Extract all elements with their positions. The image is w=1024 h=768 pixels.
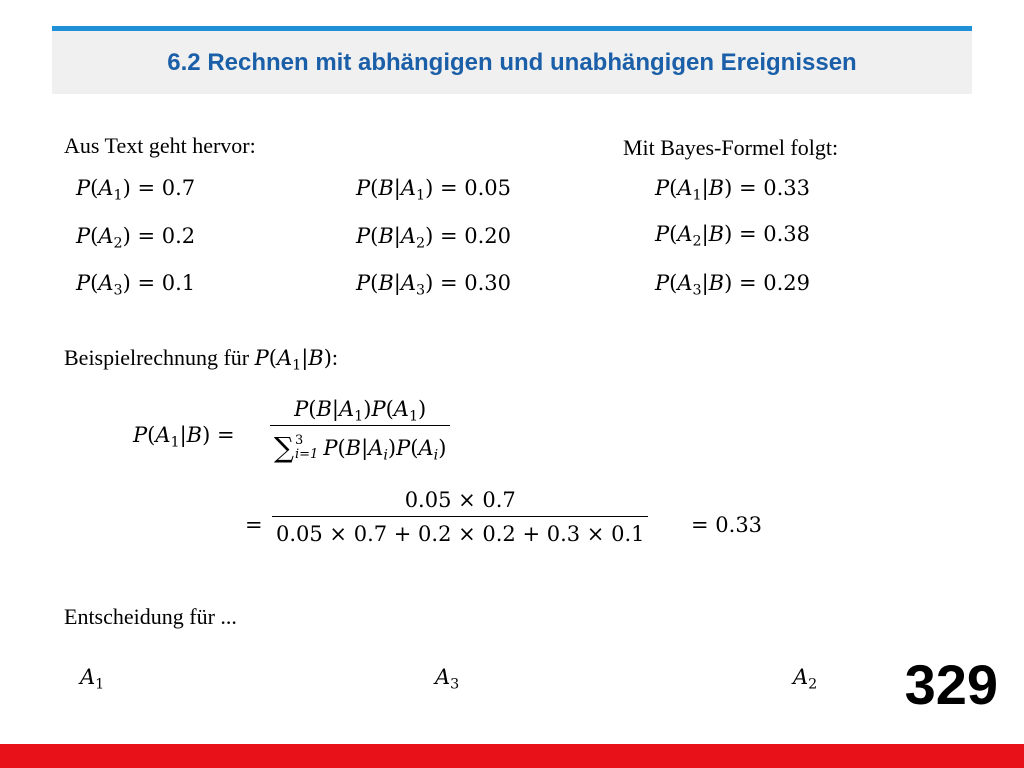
bayes-label: Mit Bayes-Formel folgt: (623, 135, 839, 160)
posterior-a3: $P(A_3|B) = 0.29$ (655, 271, 811, 299)
page-number: 329 (904, 653, 998, 716)
likelihood-b-a2: $P(B|A_2) = 0.20$ (356, 224, 512, 252)
decision-option-a1: $A_1$ (80, 665, 105, 693)
likelihood-b-a1: $P(B|A_1) = 0.05$ (356, 176, 512, 204)
posterior-a1: $P(A_1|B) = 0.33$ (655, 176, 811, 204)
bayes-lhs: $P(A_1|B)$ = (133, 423, 235, 451)
example-label: Beispielrechnung für $P(A_1|B)$: (64, 345, 339, 374)
sum-limits: 3 i=1 (295, 432, 319, 462)
numeric-equals: = (245, 513, 263, 537)
slide-title: 6.2 Rechnen mit abhängigen und unabhängigen Ereignissen (167, 49, 857, 76)
bayes-numerator: $P(B|A_1)P(A_1)$ (294, 397, 427, 425)
numeric-numerator: 0.05 × 0.7 (404, 488, 516, 512)
given-label: Aus Text geht hervor: (64, 133, 256, 158)
sum-symbol: ∑ (274, 431, 294, 464)
prior-a2: $P(A_2) = 0.2$ (76, 224, 196, 252)
posterior-a2: $P(A_2|B) = 0.38$ (655, 222, 811, 250)
likelihood-b-a3: $P(B|A_3) = 0.30$ (356, 271, 512, 299)
numeric-result: = 0.33 (691, 513, 763, 537)
title-bar (52, 26, 972, 94)
prior-a3: $P(A_3) = 0.1$ (76, 271, 196, 299)
prior-a1: $P(A_1) = 0.7$ (76, 176, 196, 204)
bayes-denominator: ∑ 3 i=1 $P(B|A_i)P(A_i)$ (274, 431, 447, 464)
decision-option-a2: $A_2$ (793, 665, 818, 693)
bayes-fraction (270, 397, 450, 464)
numeric-fraction (272, 488, 648, 546)
footer-bar (0, 744, 1024, 768)
decision-label: Entscheidung für ... (64, 604, 237, 629)
numeric-denominator: 0.05 × 0.7 + 0.2 × 0.2 + 0.3 × 0.1 (276, 522, 645, 546)
decision-option-a3: $A_3$ (435, 665, 460, 693)
